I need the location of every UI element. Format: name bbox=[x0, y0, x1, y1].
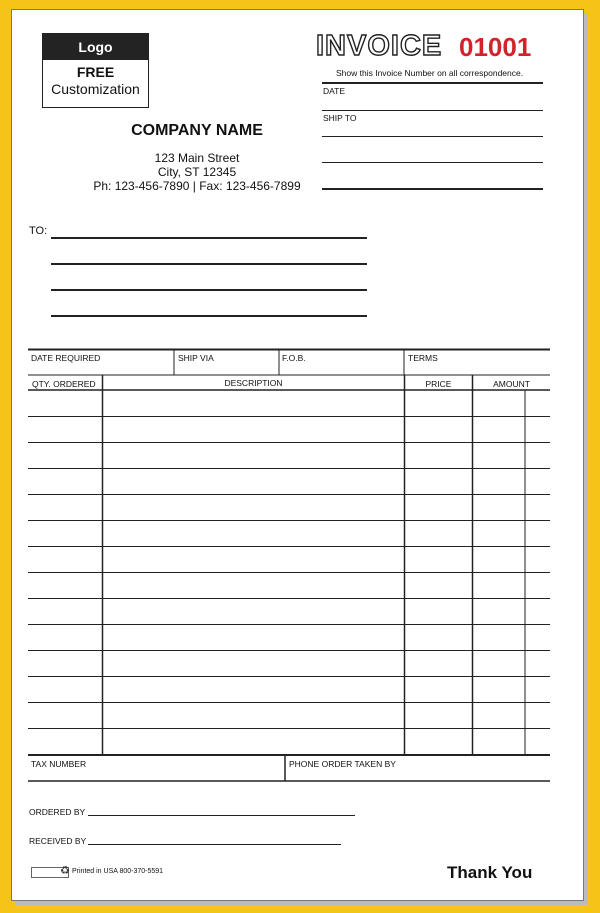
tax-number-label: TAX NUMBER bbox=[31, 759, 87, 769]
invoice-note: Show this Invoice Number on all correspondence. bbox=[336, 68, 524, 78]
company-city: City, ST 12345 bbox=[157, 165, 237, 179]
date-required-label: DATE REQUIRED bbox=[31, 353, 101, 363]
fob-label: F.O.B. bbox=[282, 353, 306, 363]
received-by-line[interactable] bbox=[88, 844, 341, 845]
amount-header: AMOUNT bbox=[493, 379, 530, 389]
to-label: TO: bbox=[29, 225, 48, 237]
company-phone: Ph: 123-456-7890 | Fax: 123-456-7899 bbox=[93, 179, 301, 193]
invoice-number: 01001 bbox=[459, 32, 532, 62]
ordered-by-line[interactable] bbox=[88, 815, 355, 816]
description-header: DESCRIPTION bbox=[224, 378, 283, 388]
terms-label: TERMS bbox=[408, 353, 438, 363]
logo-label: Logo bbox=[43, 34, 148, 60]
printed-note: Printed in USA 800-370-5591 bbox=[72, 868, 164, 875]
ordered-by-label: ORDERED BY bbox=[29, 807, 86, 817]
received-by-label: RECEIVED BY bbox=[29, 836, 87, 846]
qty-header: QTY. ORDERED bbox=[32, 379, 96, 389]
phone-order-label: PHONE ORDER TAKEN BY bbox=[289, 759, 396, 769]
price-header: PRICE bbox=[425, 379, 452, 389]
date-label: DATE bbox=[323, 86, 346, 96]
company-street: 123 Main Street bbox=[154, 151, 240, 165]
recycle-icon: ♻ bbox=[60, 865, 70, 877]
thank-you: Thank You bbox=[447, 863, 533, 882]
logo-customization: Customization bbox=[51, 81, 140, 97]
logo-free: FREE bbox=[76, 64, 115, 80]
company-name: COMPANY NAME bbox=[131, 122, 263, 139]
invoice-title: INVOICE bbox=[316, 30, 443, 62]
ship-to-label: SHIP TO bbox=[323, 113, 357, 123]
ship-via-label: SHIP VIA bbox=[178, 353, 214, 363]
